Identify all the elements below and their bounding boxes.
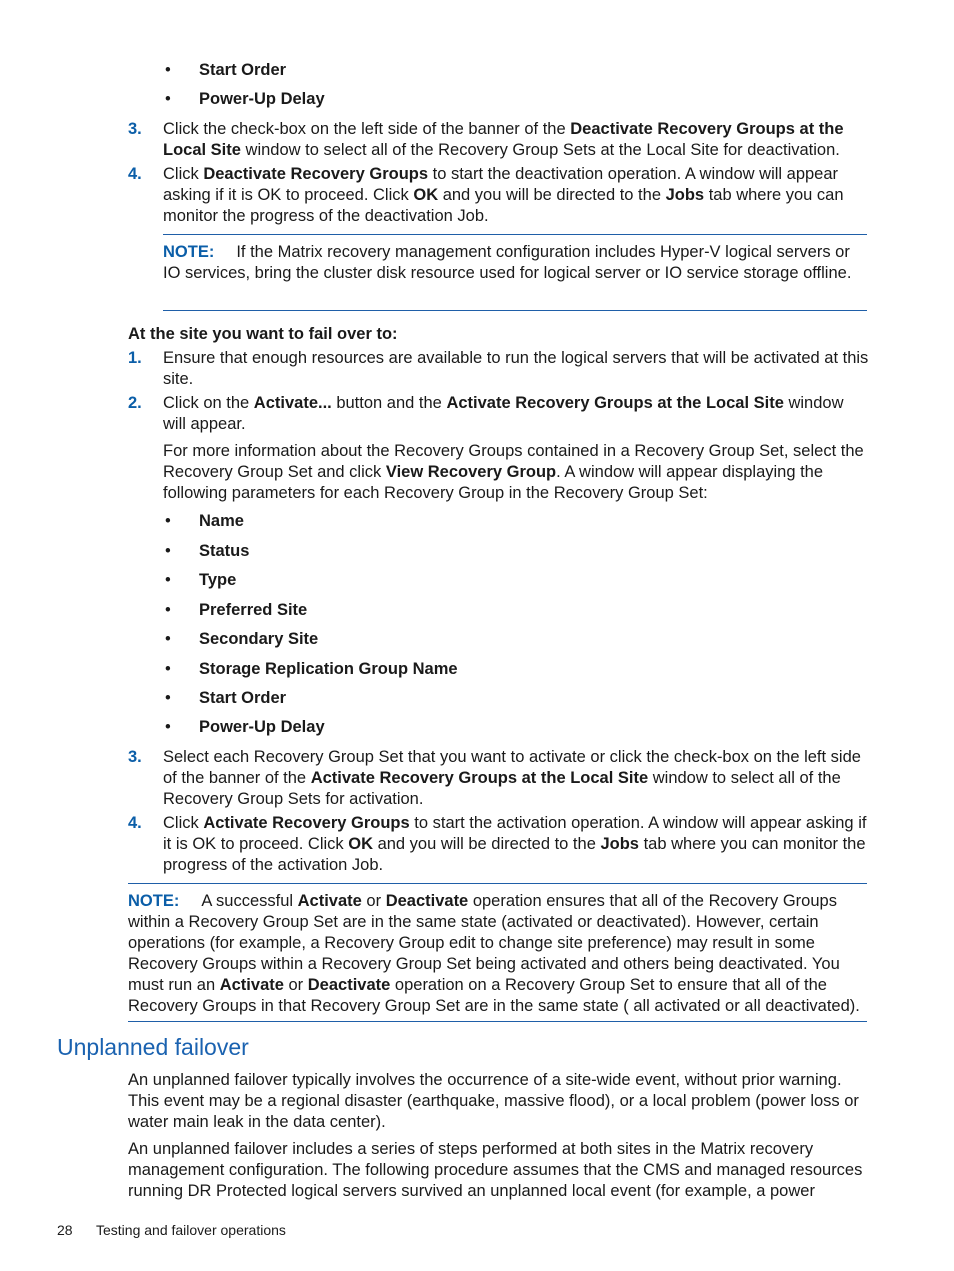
bullet-item: • Power-Up Delay (165, 718, 325, 736)
step-number: 2. (128, 394, 142, 412)
note-rule-top (163, 234, 867, 235)
bullet-item: • Status (165, 542, 250, 560)
step-text: Click Activate Recovery Groups to start the activation operation. A window will appear asking if it is OK to proceed. Click OK and you will be directed to the Jobs tab where you can monitor the progress of the activation Job. (163, 814, 867, 874)
note-rule-bottom (163, 310, 867, 311)
step-text: Ensure that enough resources are available to run the logical servers that will be activated at this site. (163, 349, 869, 388)
bullet-item: • Type (165, 571, 237, 589)
step-text: Click the check-box on the left side of the banner of the Deactivate Recovery Groups at the Local Site window to select all of the Recovery Group Sets at the Local Site for deactivation. (163, 120, 844, 159)
step-text: Select each Recovery Group Set that you want to activate or click the check-box on the left side of the banner of the Activate Recovery Groups at the Local Site window to select all of the Recovery Group Sets for activation. (163, 748, 861, 808)
bullet-item: • Start Order (165, 689, 287, 707)
paragraph: An unplanned failover typically involves the occurrence of a site-wide event, without prior warning. This event may be a regional disaster (earthquake, massive flood), or a local problem (power loss or water main leak in the data center). (128, 1071, 859, 1131)
note-box: NOTE: If the Matrix recovery management configuration includes Hyper-V logical servers or IO services, bring the cluster disk resource used for logical server or IO service storage offline. (163, 243, 852, 282)
step-number: 4. (128, 814, 142, 832)
paragraph: An unplanned failover includes a series of steps performed at both sites in the Matrix recovery management configuration. The following procedure assumes that the CMS and managed resources running DR Protected logical servers survived an unplanned local event (for example, a power (128, 1140, 863, 1200)
page-number: 28 (57, 1222, 73, 1238)
bullet-item: • Start Order (165, 61, 287, 79)
section-title: Unplanned failover (57, 1034, 249, 1060)
bullet-item: • Power-Up Delay (165, 90, 325, 108)
note-rule-bottom (128, 1021, 867, 1022)
step-text: Click Deactivate Recovery Groups to start the deactivation operation. A window will appear asking if it is OK to proceed. Click OK and you will be directed to the Jobs tab where you can monitor the progress of the deactivation Job. (163, 165, 844, 225)
paragraph: For more information about the Recovery Groups contained in a Recovery Group Set, select the Recovery Group Set and click View Recovery Group. A window will appear displaying the following parameters for each Recovery Group in the Recovery Group Set: (163, 442, 864, 502)
bullet-item: • Preferred Site (165, 601, 308, 619)
step-text: Click on the Activate... button and the Activate Recovery Groups at the Local Site window will appear. (163, 394, 844, 433)
note-label: NOTE: (163, 243, 215, 261)
footer-title: Testing and failover operations (96, 1222, 286, 1238)
note-box: NOTE: A successful Activate or Deactivate operation ensures that all of the Recovery Groups within a Recovery Group Set are in the same state (activated or deactivated). However, certain operations (for example, a Recovery Group edit to change site preference) may result in some Recovery Groups within a Recovery Group Set being activated and others being deactivated. You must run an Activate or Deactivate operation on a Recovery Group Set to ensure that all of the Recovery Groups in that Recovery Group Set are in the same state ( all activated or all deactivated). (128, 892, 860, 1015)
bullet-item: • Secondary Site (165, 630, 319, 648)
step-number: 1. (128, 349, 142, 367)
note-label: NOTE: (128, 892, 180, 910)
note-rule-top (128, 883, 867, 884)
subsection-heading: At the site you want to fail over to: (128, 325, 398, 343)
step-number: 3. (128, 120, 142, 138)
bullet-item: • Storage Replication Group Name (165, 660, 458, 678)
bullet-item: • Name (165, 512, 244, 530)
step-number: 3. (128, 748, 142, 766)
step-number: 4. (128, 165, 142, 183)
